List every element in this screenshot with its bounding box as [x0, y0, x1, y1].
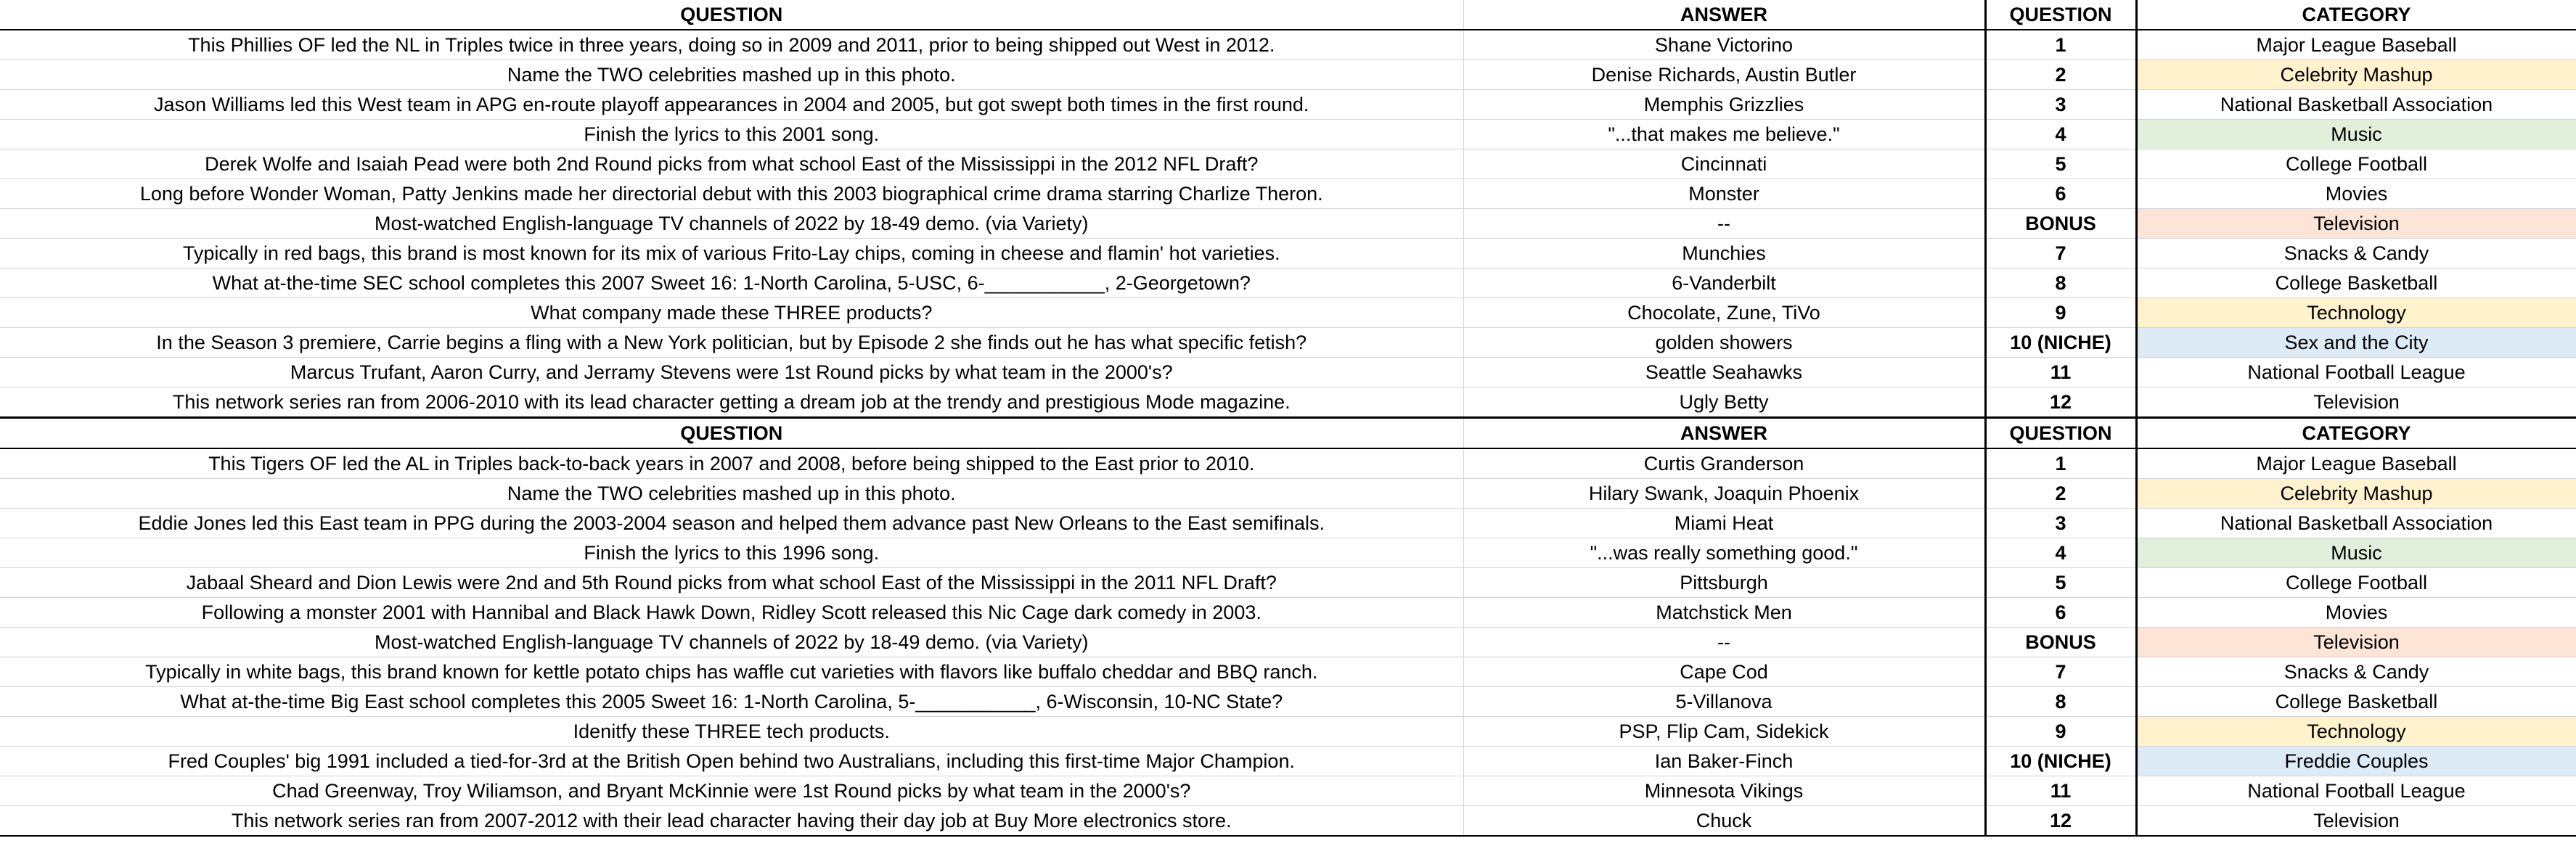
- question-number-cell[interactable]: 8: [1985, 687, 2136, 717]
- category-cell[interactable]: Freddie Couples: [2136, 747, 2576, 776]
- question-number-cell[interactable]: 12: [1985, 387, 2136, 418]
- answer-cell[interactable]: golden showers: [1463, 328, 1985, 358]
- question-cell[interactable]: Eddie Jones led this East team in PPG during the 2003-2004 season and helped them advance past New Orleans to the East semifinals.: [0, 509, 1463, 538]
- table-row: [0, 120, 2576, 149]
- question-number-cell[interactable]: 3: [1985, 90, 2136, 120]
- question-cell[interactable]: Chad Greenway, Troy Wiliamson, and Bryant McKinnie were 1st Round picks by what team in the 2000's?: [0, 776, 1463, 806]
- question-cell[interactable]: Following a monster 2001 with Hannibal and Black Hawk Down, Ridley Scott released this Nic Cage dark comedy in 2003.: [0, 598, 1463, 628]
- question-number-cell[interactable]: 7: [1985, 239, 2136, 268]
- question-number-cell[interactable]: 1: [1985, 448, 2136, 479]
- answer-cell[interactable]: 6-Vanderbilt: [1463, 268, 1985, 298]
- question-number-cell[interactable]: 9: [1985, 298, 2136, 328]
- question-cell[interactable]: Jason Williams led this West team in APG en-route playoff appearances in 2004 and 2005, but got swept both times in the first round.: [0, 90, 1463, 120]
- table-row: [0, 598, 2576, 628]
- question-number-cell[interactable]: 4: [1985, 538, 2136, 568]
- category-cell[interactable]: Snacks & Candy: [2136, 657, 2576, 687]
- header-category[interactable]: CATEGORY: [2136, 0, 2576, 30]
- question-number-cell[interactable]: 10 (NICHE): [1985, 328, 2136, 358]
- table-row: [0, 60, 2576, 90]
- answer-cell[interactable]: Shane Victorino: [1463, 30, 1985, 60]
- category-cell[interactable]: Television: [2136, 628, 2576, 657]
- table-row: [0, 358, 2576, 387]
- table-row: [0, 776, 2576, 806]
- answer-cell[interactable]: 5-Villanova: [1463, 687, 1985, 717]
- table-row: [0, 687, 2576, 717]
- table-row: [0, 239, 2576, 268]
- table-row: [0, 387, 2576, 418]
- question-cell[interactable]: Idenitfy these THREE tech products.: [0, 717, 1463, 747]
- category-cell[interactable]: College Basketball: [2136, 268, 2576, 298]
- table-row: [0, 806, 2576, 837]
- category-cell[interactable]: Major League Baseball: [2136, 30, 2576, 60]
- header-question[interactable]: QUESTION: [0, 0, 1463, 30]
- table-row: [0, 149, 2576, 179]
- answer-cell[interactable]: Ian Baker-Finch: [1463, 747, 1985, 776]
- question-cell[interactable]: Typically in white bags, this brand known for kettle potato chips has waffle cut varieties with flavors like buffalo cheddar and BBQ ranch.: [0, 657, 1463, 687]
- category-cell[interactable]: College Basketball: [2136, 687, 2576, 717]
- header-answer[interactable]: ANSWER: [1463, 418, 1985, 449]
- answer-cell[interactable]: "...was really something good.": [1463, 538, 1985, 568]
- header-answer[interactable]: ANSWER: [1463, 0, 1985, 30]
- category-cell[interactable]: Movies: [2136, 598, 2576, 628]
- question-cell[interactable]: Name the TWO celebrities mashed up in this photo.: [0, 479, 1463, 509]
- answer-cell[interactable]: Monster: [1463, 179, 1985, 209]
- question-number-cell[interactable]: 5: [1985, 568, 2136, 598]
- question-cell[interactable]: Typically in red bags, this brand is most known for its mix of various Frito-Lay chips, coming in cheese and flamin' hot varieties.: [0, 239, 1463, 268]
- table-row: [0, 479, 2576, 509]
- category-cell[interactable]: Celebrity Mashup: [2136, 479, 2576, 509]
- category-cell[interactable]: Music: [2136, 120, 2576, 149]
- question-number-cell[interactable]: BONUS: [1985, 209, 2136, 239]
- question-cell[interactable]: Jabaal Sheard and Dion Lewis were 2nd and 5th Round picks from what school East of the Mississippi in the 2011 NFL Draft?: [0, 568, 1463, 598]
- answer-cell[interactable]: Munchies: [1463, 239, 1985, 268]
- header-row: [0, 0, 2576, 30]
- category-cell[interactable]: Television: [2136, 209, 2576, 239]
- question-number-cell[interactable]: 2: [1985, 479, 2136, 509]
- answer-cell[interactable]: Memphis Grizzlies: [1463, 90, 1985, 120]
- question-cell[interactable]: Finish the lyrics to this 1996 song.: [0, 538, 1463, 568]
- answer-cell[interactable]: Minnesota Vikings: [1463, 776, 1985, 806]
- answer-cell[interactable]: Chuck: [1463, 806, 1985, 837]
- table-row: [0, 30, 2576, 60]
- question-cell[interactable]: Fred Couples' big 1991 included a tied-for-3rd at the British Open behind two Australians, including this first-time Major Champion.: [0, 747, 1463, 776]
- category-cell[interactable]: College Football: [2136, 568, 2576, 598]
- category-cell[interactable]: National Football League: [2136, 358, 2576, 387]
- question-cell[interactable]: Derek Wolfe and Isaiah Pead were both 2nd Round picks from what school East of the Mississippi in the 2012 NFL Draft?: [0, 149, 1463, 179]
- answer-cell[interactable]: Cape Cod: [1463, 657, 1985, 687]
- question-number-cell[interactable]: 6: [1985, 598, 2136, 628]
- answer-cell[interactable]: Chocolate, Zune, TiVo: [1463, 298, 1985, 328]
- category-cell[interactable]: Movies: [2136, 179, 2576, 209]
- header-category[interactable]: CATEGORY: [2136, 418, 2576, 449]
- category-cell[interactable]: Celebrity Mashup: [2136, 60, 2576, 90]
- category-cell[interactable]: National Basketball Association: [2136, 509, 2576, 538]
- table-row: [0, 209, 2576, 239]
- header-row: [0, 418, 2576, 449]
- category-cell[interactable]: Television: [2136, 806, 2576, 837]
- header-number[interactable]: QUESTION: [1985, 418, 2136, 449]
- answer-cell[interactable]: "...that makes me believe.": [1463, 120, 1985, 149]
- table-row: [0, 657, 2576, 687]
- table-row: [0, 717, 2576, 747]
- question-number-cell[interactable]: 8: [1985, 268, 2136, 298]
- category-cell[interactable]: College Football: [2136, 149, 2576, 179]
- category-cell[interactable]: Television: [2136, 387, 2576, 418]
- answer-cell[interactable]: Denise Richards, Austin Butler: [1463, 60, 1985, 90]
- question-number-cell[interactable]: 9: [1985, 717, 2136, 747]
- question-cell[interactable]: Name the TWO celebrities mashed up in this photo.: [0, 60, 1463, 90]
- question-number-cell[interactable]: 6: [1985, 179, 2136, 209]
- table-row: [0, 298, 2576, 328]
- table-row: [0, 448, 2576, 479]
- table-row: [0, 268, 2576, 298]
- answer-cell[interactable]: PSP, Flip Cam, Sidekick: [1463, 717, 1985, 747]
- question-number-cell[interactable]: 4: [1985, 120, 2136, 149]
- header-question[interactable]: QUESTION: [0, 418, 1463, 449]
- answer-cell[interactable]: Pittsburgh: [1463, 568, 1985, 598]
- question-number-cell[interactable]: 5: [1985, 149, 2136, 179]
- question-cell[interactable]: Long before Wonder Woman, Patty Jenkins made her directorial debut with this 2003 biographical crime drama starring Charlize Theron.: [0, 179, 1463, 209]
- table-row: [0, 568, 2576, 598]
- category-cell[interactable]: Snacks & Candy: [2136, 239, 2576, 268]
- table-row: [0, 328, 2576, 358]
- question-cell[interactable]: Most-watched English-language TV channels of 2022 by 18-49 demo. (via Variety): [0, 209, 1463, 239]
- answer-cell[interactable]: --: [1463, 209, 1985, 239]
- question-cell[interactable]: What at-the-time SEC school completes this 2007 Sweet 16: 1-North Carolina, 5-USC, 6-___________, 2-Georgetown?: [0, 268, 1463, 298]
- question-cell[interactable]: This Phillies OF led the NL in Triples twice in three years, doing so in 2009 and 2011, prior to being shipped out West in 2012.: [0, 30, 1463, 60]
- category-cell[interactable]: Technology: [2136, 298, 2576, 328]
- answer-cell[interactable]: Miami Heat: [1463, 509, 1985, 538]
- question-number-cell[interactable]: BONUS: [1985, 628, 2136, 657]
- question-cell[interactable]: This network series ran from 2007-2012 with their lead character having their day job at Buy More electronics store.: [0, 806, 1463, 837]
- table-row: [0, 747, 2576, 776]
- category-cell[interactable]: Major League Baseball: [2136, 448, 2576, 479]
- table-row: [0, 509, 2576, 538]
- answer-cell[interactable]: Curtis Granderson: [1463, 448, 1985, 479]
- header-number[interactable]: QUESTION: [1985, 0, 2136, 30]
- question-cell[interactable]: This Tigers OF led the AL in Triples back-to-back years in 2007 and 2008, before being shipped to the East prior to 2010.: [0, 448, 1463, 479]
- answer-cell[interactable]: Hilary Swank, Joaquin Phoenix: [1463, 479, 1985, 509]
- question-cell[interactable]: Most-watched English-language TV channels of 2022 by 18-49 demo. (via Variety): [0, 628, 1463, 657]
- answer-cell[interactable]: Matchstick Men: [1463, 598, 1985, 628]
- category-cell[interactable]: National Football League: [2136, 776, 2576, 806]
- question-number-cell[interactable]: 11: [1985, 776, 2136, 806]
- question-cell[interactable]: Marcus Trufant, Aaron Curry, and Jerramy Stevens were 1st Round picks by what team in the 2000's?: [0, 358, 1463, 387]
- question-cell[interactable]: Finish the lyrics to this 2001 song.: [0, 120, 1463, 149]
- category-cell[interactable]: National Basketball Association: [2136, 90, 2576, 120]
- question-number-cell[interactable]: 12: [1985, 806, 2136, 837]
- category-cell[interactable]: Music: [2136, 538, 2576, 568]
- answer-cell[interactable]: Cincinnati: [1463, 149, 1985, 179]
- question-number-cell[interactable]: 10 (NICHE): [1985, 747, 2136, 776]
- table-row: [0, 90, 2576, 120]
- question-cell[interactable]: What company made these THREE products?: [0, 298, 1463, 328]
- answer-cell[interactable]: Ugly Betty: [1463, 387, 1985, 418]
- table-row: [0, 628, 2576, 657]
- table-row: [0, 179, 2576, 209]
- question-number-cell[interactable]: 1: [1985, 30, 2136, 60]
- question-number-cell[interactable]: 11: [1985, 358, 2136, 387]
- question-number-cell[interactable]: 2: [1985, 60, 2136, 90]
- category-cell[interactable]: Technology: [2136, 717, 2576, 747]
- question-number-cell[interactable]: 7: [1985, 657, 2136, 687]
- answer-cell[interactable]: --: [1463, 628, 1985, 657]
- category-cell[interactable]: Sex and the City: [2136, 328, 2576, 358]
- table-row: [0, 538, 2576, 568]
- question-cell[interactable]: What at-the-time Big East school completes this 2005 Sweet 16: 1-North Carolina, 5-___________, 6-Wisconsin, 10-NC State?: [0, 687, 1463, 717]
- question-cell[interactable]: In the Season 3 premiere, Carrie begins a fling with a New York politician, but by Episode 2 she finds out he has what specific fetish?: [0, 328, 1463, 358]
- question-number-cell[interactable]: 3: [1985, 509, 2136, 538]
- answer-cell[interactable]: Seattle Seahawks: [1463, 358, 1985, 387]
- question-cell[interactable]: This network series ran from 2006-2010 with its lead character getting a dream job at the trendy and prestigious Mode magazine.: [0, 387, 1463, 418]
